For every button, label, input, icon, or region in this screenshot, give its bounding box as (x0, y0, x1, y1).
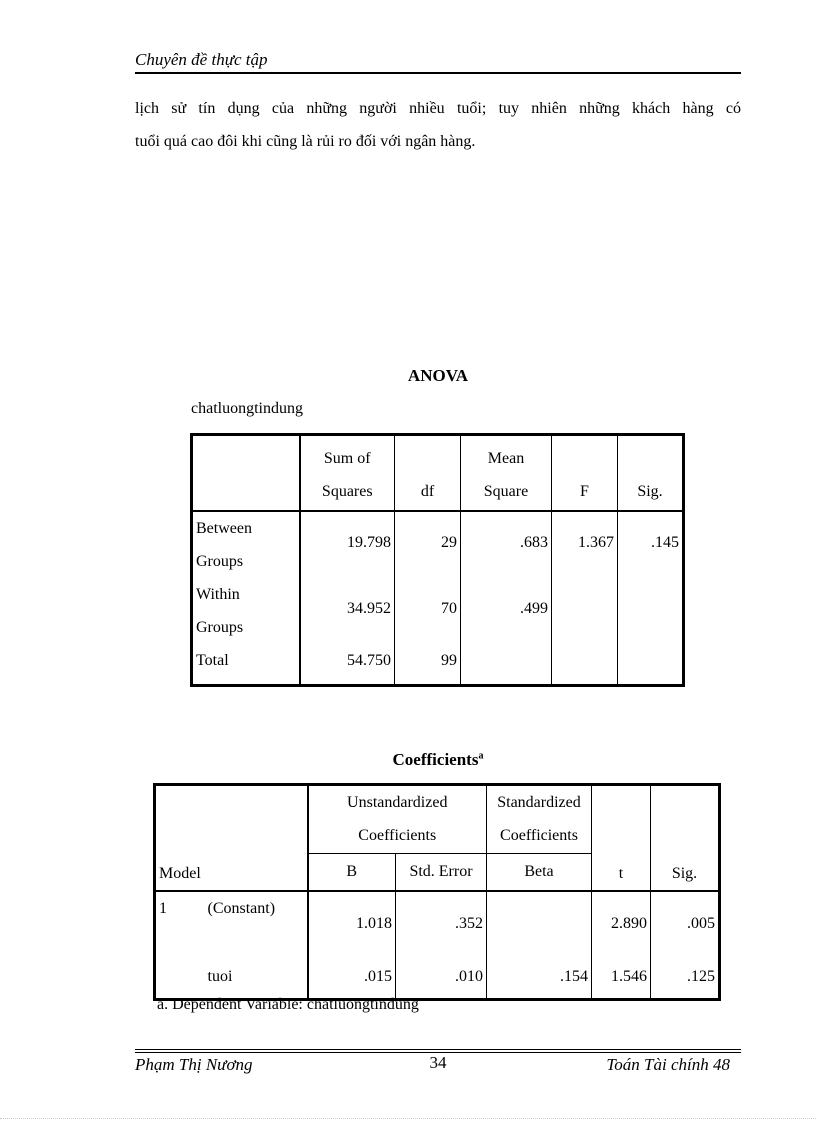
coef-header-model: Model (155, 785, 308, 892)
row-label: Between Groups (192, 511, 300, 578)
cell-df: 29 (395, 511, 461, 578)
cell-f (552, 578, 618, 644)
header-rule (135, 72, 741, 74)
footer-rule (135, 1049, 741, 1050)
coef-header-unstandardized: Unstandardized Coefficients (308, 785, 487, 854)
cell-df: 70 (395, 578, 461, 644)
page-bottom-border (0, 1118, 816, 1119)
cell-sig (618, 578, 684, 644)
cell-model-number (155, 954, 205, 1000)
page-header-title: Chuyên đề thực tập (135, 50, 268, 69)
cell-sum-of-squares: 19.798 (300, 511, 395, 578)
cell-t: 1.546 (592, 954, 651, 1000)
coefficients-footnote: a. Dependent Variable: chatluongtindung (157, 996, 419, 1013)
body-paragraph (135, 92, 741, 158)
coef-header-std-error: Std. Error (396, 853, 487, 891)
cell-beta (487, 891, 592, 954)
cell-t: 2.890 (592, 891, 651, 954)
anova-header-f: F (552, 435, 618, 512)
anova-row-within-groups (192, 578, 684, 644)
anova-header-empty (192, 435, 300, 512)
cell-sig: .145 (618, 511, 684, 578)
cell-beta: .154 (487, 954, 592, 1000)
page-number: 34 (429, 1053, 447, 1072)
cell-sum-of-squares: 34.952 (300, 578, 395, 644)
cell-b: .015 (308, 954, 396, 1000)
anova-title: ANOVA (407, 366, 469, 385)
anova-header-df: df (395, 435, 461, 512)
cell-model-number: 1 (159, 900, 167, 917)
cell-mean-square: .683 (461, 511, 552, 578)
paragraph-line-2: tuổi quá cao đôi khi cũng là rủi ro đối với ngân hàng. (135, 133, 476, 150)
coefficients-title: Coefficients$^a$ (392, 750, 484, 769)
coef-header-row-1 (155, 785, 720, 854)
cell-variable-name: tuoi (205, 954, 308, 1000)
row-label: Within Groups (192, 578, 300, 644)
coef-header-beta: Beta (487, 853, 592, 891)
row-label: Total (192, 644, 300, 686)
cell-sig (618, 644, 684, 686)
cell-df: 99 (395, 644, 461, 686)
cell-sum-of-squares: 54.750 (300, 644, 395, 686)
cell-std-error: .010 (396, 954, 487, 1000)
coef-header-b: B (308, 853, 396, 891)
anova-header-row (192, 435, 684, 512)
anova-header-mean-square: Mean Square (461, 435, 552, 512)
anova-table (190, 433, 685, 687)
cell-b: 1.018 (308, 891, 396, 954)
cell-variable-name: (Constant) (205, 891, 308, 954)
anova-header-sig: Sig. (618, 435, 684, 512)
cell-sig: .125 (651, 954, 720, 1000)
paragraph-line-1: lịch sử tín dụng của những người nhiều tuổi; tuy nhiên những khách hàng có (135, 100, 741, 117)
coef-header-sig: Sig. (651, 785, 720, 892)
footer-class: Toán Tài chính 48 (606, 1055, 730, 1074)
cell-mean-square: .499 (461, 578, 552, 644)
cell-f (552, 644, 618, 686)
coef-row-constant (155, 891, 720, 954)
anova-dependent-variable: chatluongtindung (191, 400, 303, 417)
footer-author: Phạm Thị Nương (135, 1055, 253, 1074)
coef-row-tuoi (155, 954, 720, 1000)
anova-row-between-groups (192, 511, 684, 578)
anova-row-total (192, 644, 684, 686)
coef-header-t: t (592, 785, 651, 892)
coefficients-table (153, 783, 721, 1001)
cell-mean-square (461, 644, 552, 686)
cell-f: 1.367 (552, 511, 618, 578)
cell-std-error: .352 (396, 891, 487, 954)
coef-header-standardized: Standardized Coefficients (487, 785, 592, 854)
anova-header-sum-of-squares: Sum of Squares (300, 435, 395, 512)
cell-sig: .005 (651, 891, 720, 954)
